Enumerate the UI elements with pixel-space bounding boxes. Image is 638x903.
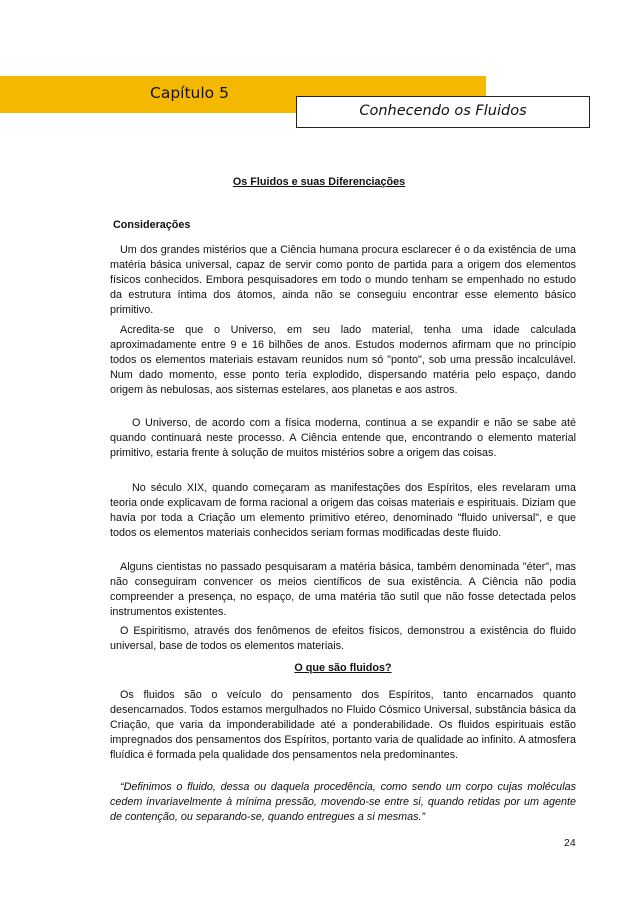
paragraph-4: No século XIX, quando começaram as manifestações dos Espíritos, eles revelaram uma teoria onde explicavam de forma racional a origem das coisas materiais e espirituais. Diziam que havia por toda a Criação um elemento primitivo etéreo, denominado "fluido universal", e que todos os elementos materiais conhecidos seriam formas modificadas deste fluido.: [110, 482, 576, 539]
subsection-title: Considerações: [113, 219, 191, 231]
section-title: Os Fluidos e suas Diferenciações: [232, 176, 406, 188]
paragraph-6: O Espiritismo, através dos fenômenos de efeitos físicos, demonstrou a existência do fluido universal, base de todos os elementos materiais.: [110, 625, 576, 652]
paragraph-2: Acredita-se que o Universo, em seu lado material, tenha uma idade calculada aproximadamente entre 9 e 16 bilhões de anos. Estudos modernos afirmam que no princípio todos os elementos materiais estavam reunidos num só "ponto", sob uma pressão incalculável. Num dado momento, esse ponto teria explodido, dispersando matéria pelo espaço, dando origem às nebulosas, aos sistemas estelares, aos planetas e aos astros.: [110, 324, 576, 396]
page-number: 24: [564, 837, 576, 849]
question-heading: O que são fluidos?: [294, 662, 392, 674]
paragraph-1: Um dos grandes mistérios que a Ciência humana procura esclarecer é o da existência de uma matéria básica universal, capaz de servir como ponto de partida para a origem dos elementos físicos conhecidos. Embora pesquisadores em todo o mundo tenham se empenhado no estudo da estrutura íntima dos átomos, ainda não se conseguiu encontrar esse elemento básico primitivo.: [110, 244, 576, 316]
chapter-title: Conhecendo os Fluidos: [359, 103, 527, 119]
paragraph-5: Alguns cientistas no passado pesquisaram a matéria básica, também denominada "éter", mas não conseguiram convencer os meios científicos de sua existência. A Ciência não podia compreender a presença, no espaço, de uma matéria tão sutil que não fosse detectada pelos instrumentos existentes.: [110, 561, 576, 618]
paragraph-3: O Universo, de acordo com a física moderna, continua a se expandir e não se sabe até quando continuará neste processo. A Ciência entende que, encontrando o elemento material primitivo, estaria frente à solução de muitos mistérios sobre a origem das coisas.: [110, 417, 576, 459]
paragraph-7: Os fluidos são o veículo do pensamento dos Espíritos, tanto encarnados quanto desencarnados. Todos estamos mergulhados no Fluido Cósmico Universal, substância básica da Criação, que varia da imponderabilidade até a ponderabilidade. Os fluidos espirituais estão impregnados dos pensamentos dos Espíritos, portanto varia de qualidade ao infinito. A atmosfera fluídica é formada pela qualidade dos pensamentos nela predominantes.: [110, 689, 576, 761]
quote-paragraph: “Definimos o fluido, dessa ou daquela procedência, como sendo um corpo cujas moléculas cedem invariavelmente à mínima pressão, movendo-se entre si, quando retidas por um agente de contenção, ou separando-se, quando entregues a si mesmas.”: [110, 781, 576, 823]
chapter-label: Capítulo 5: [150, 84, 229, 102]
chapter-title-box: [296, 96, 590, 128]
